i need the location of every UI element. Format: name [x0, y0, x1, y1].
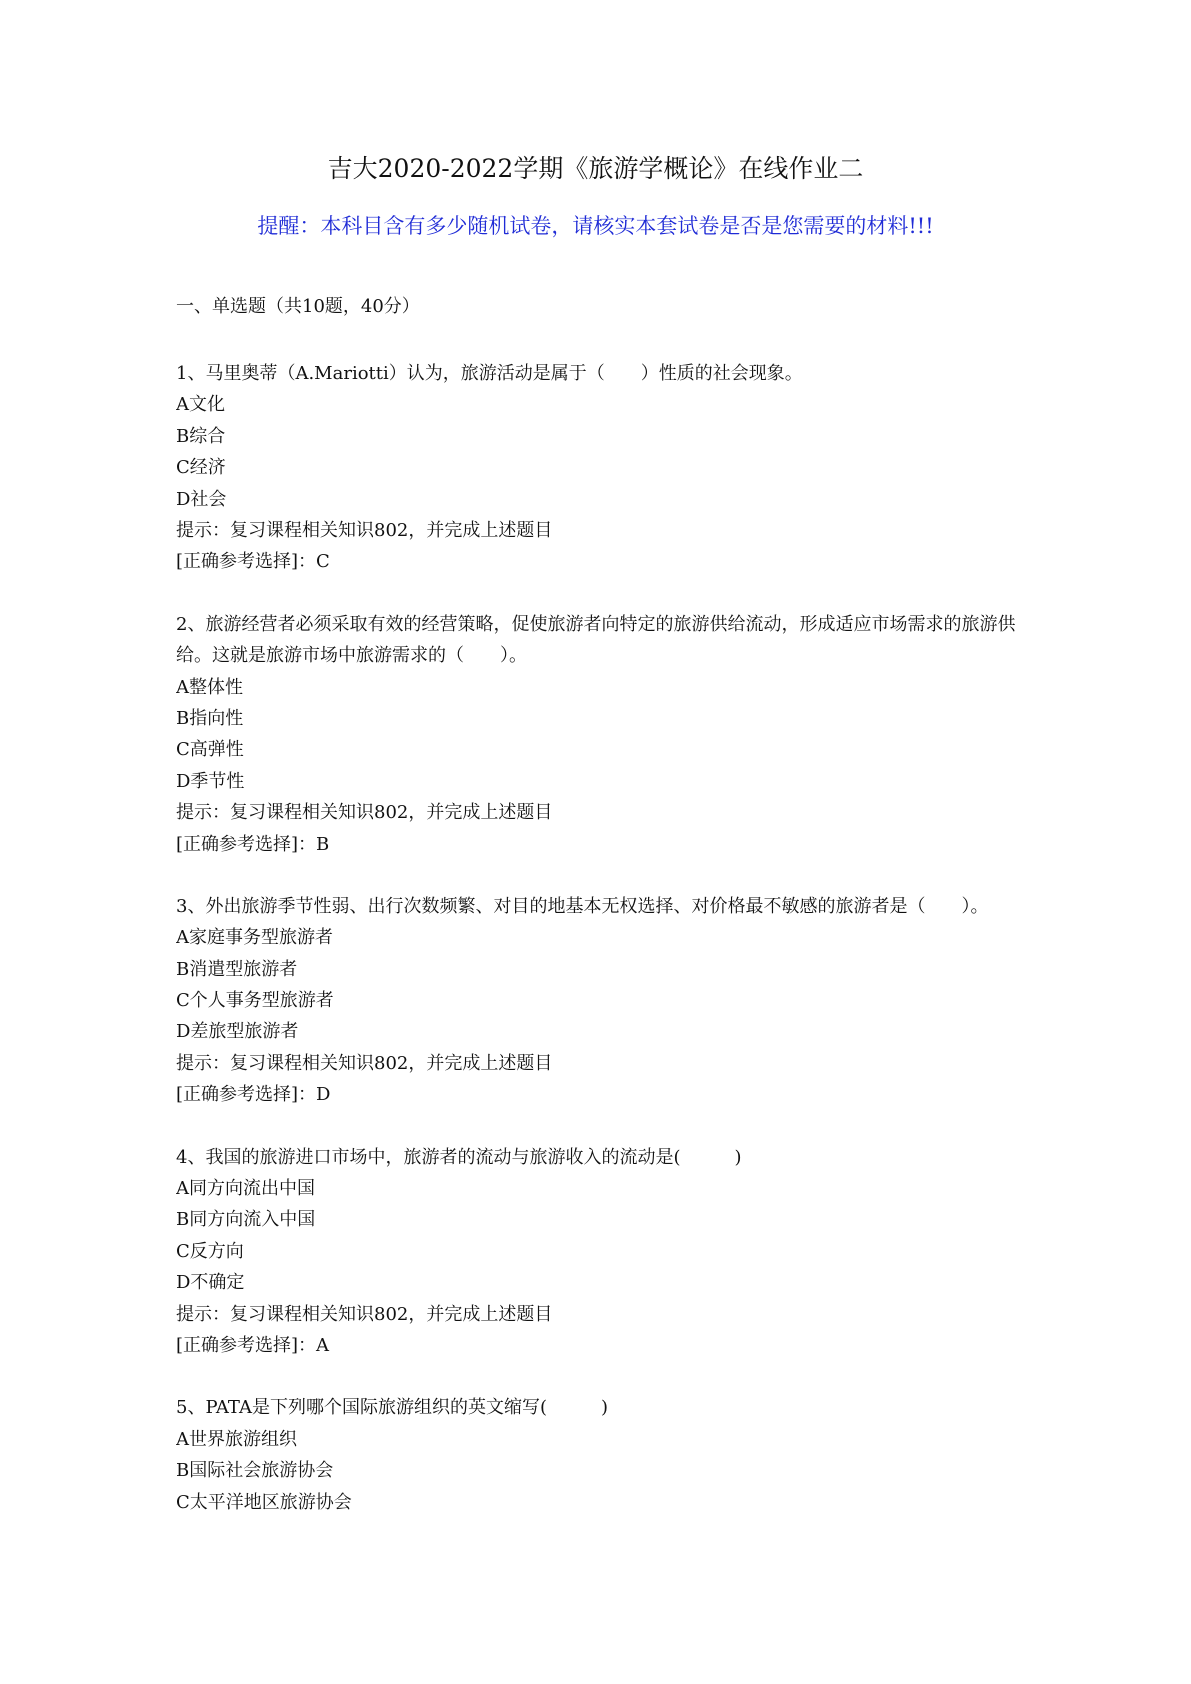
question-answer: [正确参考选择]：C	[176, 551, 330, 573]
question-hint: 提示：复习课程相关知识802，并完成上述题目	[176, 519, 553, 541]
question-hint: 提示：复习课程相关知识802，并完成上述题目	[176, 1303, 553, 1325]
option-b: B指向性	[176, 707, 244, 729]
option-b: B国际社会旅游协会	[176, 1460, 334, 1482]
option-c: C经济	[176, 457, 226, 479]
section-header: 一、单选题（共10题，40分）	[176, 296, 420, 317]
question-answer: [正确参考选择]：A	[176, 1335, 330, 1357]
option-d: D差旅型旅游者	[176, 1021, 299, 1043]
option-a: A整体性	[176, 676, 243, 698]
document-title: 吉大2020-2022学期《旅游学概论》在线作业二	[327, 154, 864, 183]
question-2	[176, 609, 1036, 860]
question-hint: 提示：复习课程相关知识802，并完成上述题目	[176, 802, 553, 824]
question-list	[176, 358, 1036, 1549]
question-answer: [正确参考选择]：D	[176, 1084, 331, 1106]
question-stem: 1、马里奥蒂（A.Mariotti）认为，旅游活动是属于（ ）性质的社会现象。	[176, 363, 803, 384]
option-c: C反方向	[176, 1240, 244, 1262]
question-stem: 2、旅游经营者必须采取有效的经营策略，促使旅游者向特定的旅游供给流动，形成适应市场需求的旅游供给。这就是旅游市场中旅游需求的（ ）。	[176, 613, 1016, 667]
option-a: A文化	[176, 394, 225, 416]
reminder-notice: 提醒：本科目含有多少随机试卷，请核实本套试卷是否是您需要的材料!!!	[257, 214, 934, 238]
question-stem: 3、外出旅游季节性弱、出行次数频繁、对目的地基本无权选择、对价格最不敏感的旅游者是（ ）。	[176, 895, 989, 917]
question-stem: 4、我国的旅游进口市场中，旅游者的流动与旅游收入的流动是( )	[176, 1146, 742, 1168]
question-4	[176, 1142, 1036, 1362]
question-5	[176, 1392, 1036, 1518]
option-b: B消遣型旅游者	[176, 958, 298, 980]
question-stem: 5、PATA是下列哪个国际旅游组织的英文缩写( )	[176, 1397, 608, 1419]
question-1	[176, 358, 1036, 578]
question-hint: 提示：复习课程相关知识802，并完成上述题目	[176, 1052, 553, 1074]
question-answer: [正确参考选择]：B	[176, 833, 330, 855]
option-c: C个人事务型旅游者	[176, 990, 334, 1012]
option-a: A世界旅游组织	[176, 1428, 297, 1450]
question-3	[176, 891, 1036, 1111]
option-c: C高弹性	[176, 739, 244, 761]
option-b: B同方向流入中国	[176, 1209, 316, 1231]
option-d: D季节性	[176, 770, 245, 792]
option-c: C太平洋地区旅游协会	[176, 1491, 352, 1513]
option-a: A家庭事务型旅游者	[176, 927, 333, 949]
option-a: A同方向流出中国	[176, 1178, 315, 1200]
option-d: D社会	[176, 488, 227, 510]
option-b: B综合	[176, 425, 226, 447]
option-d: D不确定	[176, 1272, 245, 1294]
